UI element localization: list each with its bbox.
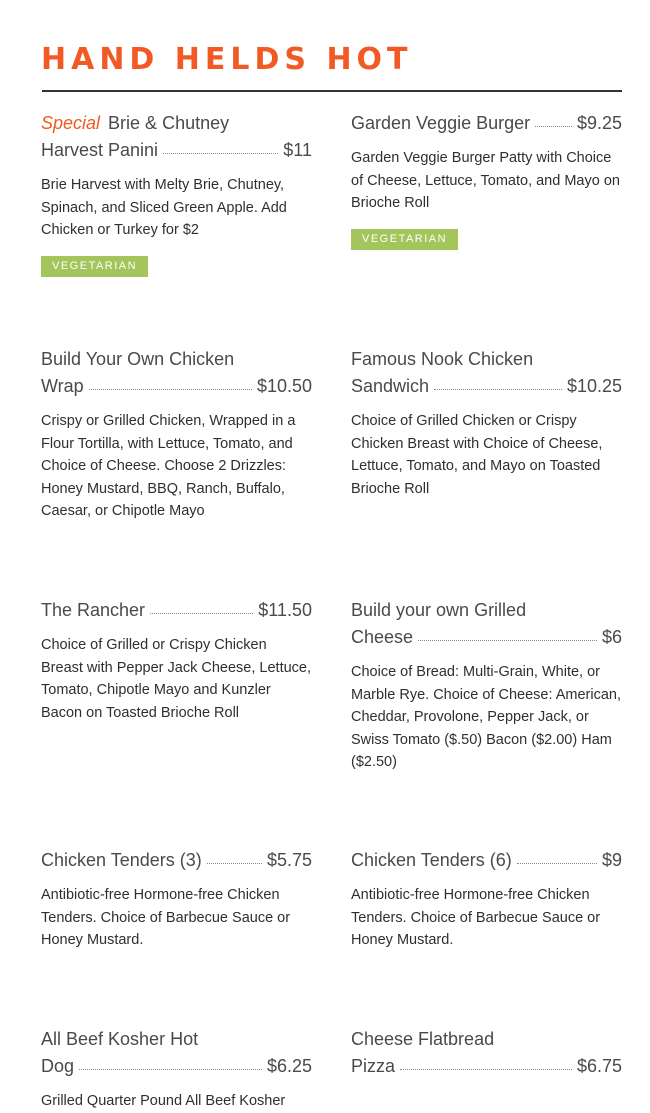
dot-leader <box>79 1069 262 1070</box>
item-price: $9.25 <box>576 113 622 133</box>
item-name-line <box>351 847 622 874</box>
item-description: Choice of Grilled Chicken or Crispy Chicken Breast with Choice of Cheese, Lettuce, Tomato, and Mayo on Toasted Brioche Roll <box>351 413 603 497</box>
dot-leader <box>400 1069 572 1070</box>
dot-leader <box>434 389 562 390</box>
item-name: Dog <box>41 1056 75 1076</box>
item-name: Brie & Chutney <box>108 113 230 133</box>
item-price: $6 <box>601 627 622 647</box>
item-name: Pizza <box>351 1056 396 1076</box>
menu-item-garden-veggie-burger <box>351 110 622 250</box>
item-name-line <box>41 847 312 874</box>
item-name-line1 <box>351 346 622 373</box>
dot-leader <box>535 126 572 127</box>
item-name: All Beef Kosher Hot <box>41 1029 199 1049</box>
item-name-line2 <box>41 137 312 164</box>
menu-item-chicken-wrap <box>41 346 312 523</box>
item-description: Grilled Quarter Pound All Beef Kosher <box>41 1093 286 1109</box>
item-name-line2 <box>41 373 312 400</box>
item-price: $5.75 <box>266 850 312 870</box>
dot-leader <box>418 640 597 641</box>
item-price: $6.25 <box>266 1056 312 1076</box>
item-name-line2 <box>351 1053 622 1080</box>
dot-leader <box>89 389 252 390</box>
item-name: Build Your Own Chicken <box>41 349 235 369</box>
item-name: Chicken Tenders (3) <box>41 850 202 870</box>
item-price: $9 <box>601 850 622 870</box>
item-name-line <box>351 110 622 137</box>
item-description: Antibiotic-free Hormone-free Chicken Tenders. Choice of Barbecue Sauce or Honey Mustard. <box>41 887 291 948</box>
item-name: Cheese <box>351 627 414 647</box>
vegetarian-badge: VEGETARIAN <box>351 229 458 250</box>
vegetarian-badge: VEGETARIAN <box>41 256 148 277</box>
dot-leader <box>163 153 278 154</box>
menu-item-the-rancher <box>41 597 312 724</box>
item-name-line1 <box>41 346 312 373</box>
item-name-line1 <box>351 597 622 624</box>
item-name-line2 <box>351 373 622 400</box>
section-title: HAND HELDS HOT <box>41 42 413 77</box>
menu-item-grilled-cheese <box>351 597 622 774</box>
menu-item-kosher-hot-dog <box>41 1026 312 1113</box>
item-price: $10.25 <box>566 376 622 396</box>
title-divider <box>42 90 622 92</box>
menu-item-cheese-flatbread <box>351 1026 622 1080</box>
menu-item-chicken-tenders-6 <box>351 847 622 952</box>
menu-item-nook-chicken-sandwich <box>351 346 622 500</box>
item-description: Brie Harvest with Melty Brie, Chutney, Spinach, and Sliced Green Apple. Add Chicken or Turkey for $2 <box>41 177 287 238</box>
item-name-line1 <box>351 1026 622 1053</box>
item-name-line <box>41 597 312 624</box>
dot-leader <box>207 863 262 864</box>
item-name: Build your own Grilled <box>351 600 527 620</box>
item-price: $10.50 <box>256 376 312 396</box>
item-description: Crispy or Grilled Chicken, Wrapped in a Flour Tortilla, with Lettuce, Tomato, and Choice of Cheese. Choose 2 Drizzles: Honey Mustard, BBQ, Ranch, Buffalo, Caesar, or Chipotle Mayo <box>41 413 296 519</box>
dot-leader <box>517 863 597 864</box>
item-name: Harvest Panini <box>41 140 159 160</box>
item-name-line2 <box>41 1053 312 1080</box>
item-description: Choice of Bread: Multi-Grain, White, or Marble Rye. Choice of Cheese: American, Cheddar, Provolone, Pepper Jack, or Swiss Tomato ($.50) Bacon ($2.00) Ham ($2.50) <box>351 664 621 770</box>
item-name-line1 <box>41 110 312 137</box>
item-description: Antibiotic-free Hormone-free Chicken Tenders. Choice of Barbecue Sauce or Honey Mustard. <box>351 887 601 948</box>
item-name-line2 <box>351 624 622 651</box>
item-name: Garden Veggie Burger <box>351 113 531 133</box>
item-name: Chicken Tenders (6) <box>351 850 512 870</box>
item-name: Famous Nook Chicken <box>351 349 534 369</box>
item-description: Choice of Grilled or Crispy Chicken Breast with Pepper Jack Cheese, Lettuce, Tomato, Chipotle Mayo and Kunzler Bacon on Toasted Brioche Roll <box>41 637 312 721</box>
item-price: $11.50 <box>258 600 312 620</box>
item-name: Cheese Flatbread <box>351 1029 495 1049</box>
menu-item-brie-panini <box>41 110 312 277</box>
menu-item-chicken-tenders-3 <box>41 847 312 952</box>
dot-leader <box>150 613 253 614</box>
item-price: $11 <box>283 140 312 160</box>
special-label: Special <box>41 113 101 133</box>
item-name: Sandwich <box>351 376 430 396</box>
item-name: Wrap <box>41 376 84 396</box>
item-name-line1 <box>41 1026 312 1053</box>
item-name: The Rancher <box>41 600 146 620</box>
item-description: Garden Veggie Burger Patty with Choice of Cheese, Lettuce, Tomato, and Mayo on Brioche Roll <box>351 150 620 211</box>
item-price: $6.75 <box>576 1056 622 1076</box>
